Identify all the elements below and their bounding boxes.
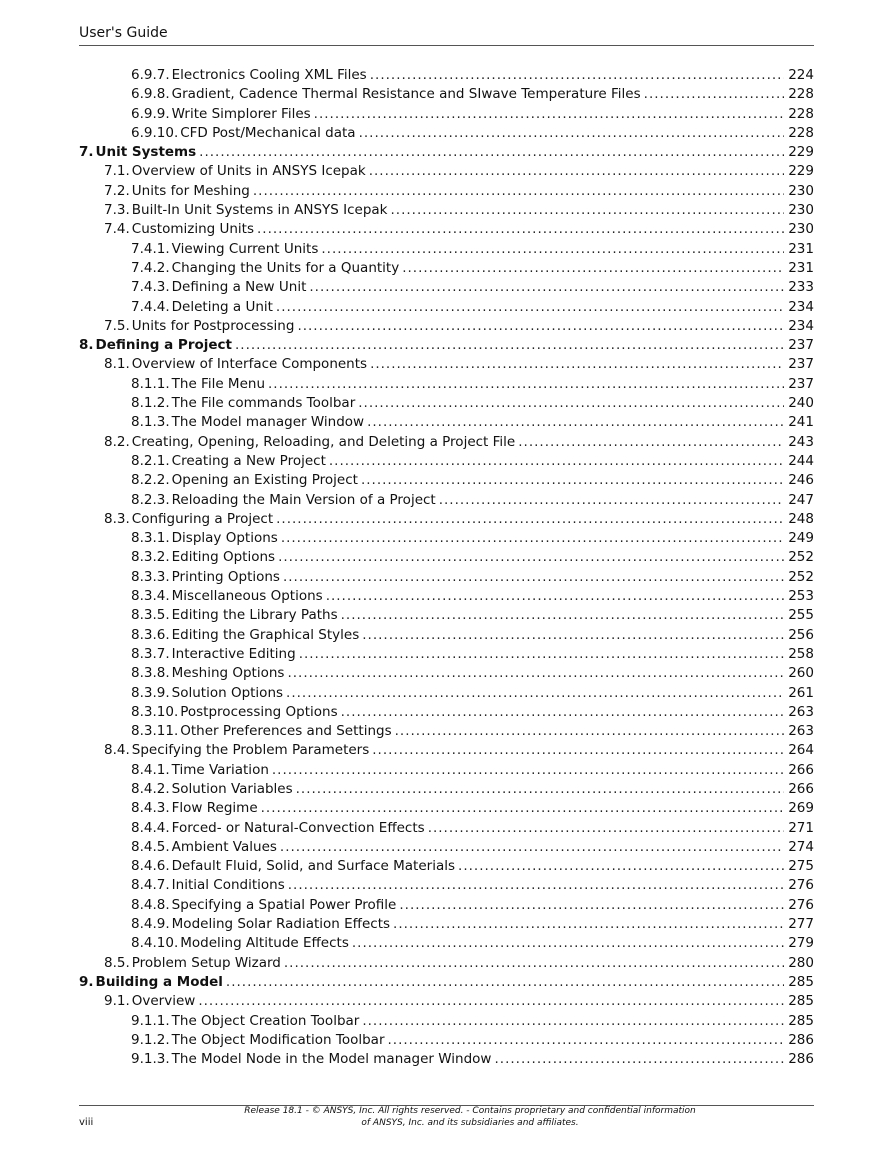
toc-entry[interactable] <box>79 66 814 85</box>
toc-entry-number: 8.4.4. <box>131 819 170 836</box>
toc-dot-leader <box>198 992 784 1011</box>
toc-dot-leader <box>439 491 785 510</box>
toc-dot-leader <box>283 568 784 587</box>
footer-copyright <box>200 1106 740 1129</box>
toc-entry-title[interactable]: Modeling Altitude Effects <box>180 935 349 952</box>
toc-entry-number: 8.4.8. <box>131 896 170 913</box>
toc-entry[interactable] <box>79 664 814 683</box>
toc-entry-page[interactable]: 240 <box>788 395 814 412</box>
toc-entry-number: 9.1.1. <box>131 1012 170 1029</box>
toc-dot-leader <box>494 1050 784 1069</box>
toc-dot-leader <box>367 413 784 432</box>
toc-entry[interactable] <box>79 182 814 201</box>
toc-entry-title[interactable]: CFD Post/Mechanical data <box>180 124 356 141</box>
toc-entry-number: 8.4.6. <box>131 858 170 875</box>
toc-entry-title[interactable]: Modeling Solar Radiation Effects <box>171 916 391 933</box>
toc-entry-page[interactable]: 237 <box>788 375 814 392</box>
toc-entry-page[interactable]: 244 <box>788 452 814 469</box>
toc-entry-title[interactable]: Units for Meshing <box>131 182 250 199</box>
toc-entry[interactable] <box>79 278 814 297</box>
toc-entry-title[interactable]: Electronics Cooling XML Files <box>171 67 367 83</box>
toc-entry-title[interactable]: The File commands Toolbar <box>171 395 356 412</box>
toc-entry-number: 7.4.1. <box>131 240 170 257</box>
running-header: User's Guide <box>79 25 168 41</box>
toc-dot-leader <box>341 606 785 625</box>
toc-entry[interactable] <box>79 491 814 510</box>
toc-entry-title[interactable]: Miscellaneous Options <box>171 588 323 605</box>
toc-entry-number: 7.5. <box>104 317 130 334</box>
toc-dot-leader <box>352 934 784 953</box>
toc-entry[interactable] <box>79 529 814 548</box>
toc-entry-title[interactable]: Write Simplorer Files <box>171 105 311 122</box>
toc-entry-title[interactable]: Default Fluid, Solid, and Surface Materials <box>171 858 456 875</box>
toc-entry-page[interactable]: 237 <box>788 337 814 354</box>
toc-entry[interactable] <box>79 510 814 529</box>
toc-entry-title[interactable]: Forced- or Natural-Convection Effects <box>171 819 425 836</box>
toc-dot-leader <box>268 375 784 394</box>
toc-entry[interactable] <box>79 317 814 336</box>
toc-entry-page[interactable]: 269 <box>788 800 814 817</box>
toc-entry-page[interactable]: 228 <box>788 105 814 122</box>
toc-entry-page[interactable]: 246 <box>788 472 814 489</box>
toc-entry-page[interactable]: 258 <box>788 645 814 662</box>
toc-entry-title[interactable]: Gradient, Cadence Thermal Resistance and SIwave Temperature Files <box>171 86 641 103</box>
footer-line-1: Release 18.1 - © ANSYS, Inc. All rights reserved. - Contains proprietary and confidential information <box>244 1106 696 1116</box>
toc-entry[interactable] <box>79 761 814 780</box>
toc-dot-leader <box>358 394 784 413</box>
toc-entry-page[interactable]: 279 <box>788 935 814 952</box>
toc-entry-page[interactable]: 280 <box>788 954 814 971</box>
toc-entry-title[interactable]: Editing Options <box>171 549 276 566</box>
toc-entry-page[interactable]: 255 <box>788 607 814 624</box>
toc-entry-page[interactable]: 276 <box>788 877 814 894</box>
toc-entry-number: 8.3.7. <box>131 645 170 662</box>
toc-entry-page[interactable]: 230 <box>788 182 814 199</box>
toc-entry[interactable] <box>79 876 814 895</box>
toc-entry[interactable] <box>79 741 814 760</box>
toc-entry-number: 8.3.11. <box>131 723 179 740</box>
toc-entry-page[interactable]: 224 <box>788 67 814 83</box>
toc-entry-number: 8.1.1. <box>131 375 170 392</box>
toc-entry-title[interactable]: Reloading the Main Version of a Project <box>171 491 436 508</box>
toc-entry-number: 8.2.2. <box>131 472 170 489</box>
toc-dot-leader <box>309 278 784 297</box>
toc-entry-number: 7. <box>79 144 94 161</box>
toc-dot-leader <box>297 317 784 336</box>
toc-entry-title[interactable]: Overview <box>131 993 196 1010</box>
toc-dot-leader <box>299 645 785 664</box>
toc-entry-page[interactable]: 230 <box>788 202 814 219</box>
toc-entry[interactable] <box>79 819 814 838</box>
toc-entry-page[interactable]: 253 <box>788 588 814 605</box>
toc-dot-leader <box>399 896 784 915</box>
toc-entry-number: 8.4.5. <box>131 838 170 855</box>
toc-entry-number: 7.1. <box>104 163 130 180</box>
toc-entry-page[interactable]: 234 <box>788 298 814 315</box>
toc-dot-leader <box>369 162 785 181</box>
toc-entry-number: 8.4.2. <box>131 780 170 797</box>
toc-entry[interactable] <box>79 452 814 471</box>
toc-entry-title[interactable]: Viewing Current Units <box>171 240 319 257</box>
toc-entry-title[interactable]: Opening an Existing Project <box>171 472 358 489</box>
toc-entry-page[interactable]: 261 <box>788 684 814 701</box>
toc-entry-page[interactable]: 277 <box>788 916 814 933</box>
toc-dot-leader <box>361 471 784 490</box>
toc-entry[interactable] <box>79 1031 814 1050</box>
toc-entry-page[interactable]: 285 <box>788 993 814 1010</box>
toc-dot-leader <box>329 452 784 471</box>
toc-entry-number: 8.3.9. <box>131 684 170 701</box>
toc-entry-page[interactable]: 266 <box>788 780 814 797</box>
toc-entry-page[interactable]: 243 <box>788 433 814 450</box>
toc-entry-number: 7.2. <box>104 182 130 199</box>
toc-entry[interactable] <box>79 394 814 413</box>
toc-entry-number: 8.3.10. <box>131 703 179 720</box>
toc-entry[interactable] <box>79 857 814 876</box>
toc-entry-number: 6.9.10. <box>131 124 179 141</box>
toc-dot-leader <box>362 1012 784 1031</box>
toc-entry-page[interactable]: 252 <box>788 549 814 566</box>
toc-entry-title[interactable]: Deleting a Unit <box>171 298 273 315</box>
toc-entry-number: 8.4.3. <box>131 800 170 817</box>
toc-entry-title[interactable]: Editing the Library Paths <box>171 607 338 624</box>
toc-entry[interactable] <box>79 259 814 278</box>
toc-entry[interactable] <box>79 336 814 355</box>
page-number: viii <box>79 1117 94 1128</box>
toc-entry-number: 7.4.2. <box>131 259 170 276</box>
toc-entry-title[interactable]: Changing the Units for a Quantity <box>171 259 400 276</box>
toc-entry[interactable] <box>79 105 814 124</box>
toc-entry-page[interactable]: 256 <box>788 626 814 643</box>
toc-entry-title[interactable]: Meshing Options <box>171 665 285 682</box>
toc-entry[interactable] <box>79 684 814 703</box>
toc-entry-number: 8.3.5. <box>131 607 170 624</box>
toc-entry[interactable] <box>79 722 814 741</box>
toc-entry[interactable] <box>79 934 814 953</box>
toc-entry-number: 7.4.4. <box>131 298 170 315</box>
toc-entry[interactable] <box>79 298 814 317</box>
toc-dot-leader <box>370 355 784 374</box>
toc-dot-leader <box>372 741 784 760</box>
toc-entry[interactable] <box>79 799 814 818</box>
toc-entry-page[interactable]: 233 <box>788 279 814 296</box>
toc-entry-number: 8.4. <box>104 742 130 759</box>
toc-entry-title[interactable]: Units for Postprocessing <box>131 317 295 334</box>
toc-entry-title[interactable]: Creating a New Project <box>171 452 326 469</box>
toc-entry[interactable] <box>79 355 814 374</box>
toc-entry[interactable] <box>79 85 814 104</box>
toc-entry[interactable] <box>79 896 814 915</box>
toc-dot-leader <box>362 626 784 645</box>
toc-entry-number: 9.1.2. <box>131 1031 170 1048</box>
toc-dot-leader <box>359 124 785 143</box>
table-of-contents <box>79 66 814 1069</box>
toc-entry-number: 7.4.3. <box>131 279 170 296</box>
toc-entry-title[interactable]: Other Preferences and Settings <box>180 723 392 740</box>
toc-dot-leader <box>261 799 785 818</box>
toc-entry[interactable] <box>79 954 814 973</box>
toc-dot-leader <box>276 298 784 317</box>
toc-entry[interactable] <box>79 973 814 992</box>
toc-dot-leader <box>235 336 784 355</box>
toc-entry-number: 7.4. <box>104 221 130 238</box>
toc-entry-number: 6.9.9. <box>131 105 170 122</box>
toc-entry-page[interactable]: 228 <box>788 86 814 103</box>
toc-entry-page[interactable]: 229 <box>788 163 814 180</box>
toc-entry[interactable] <box>79 124 814 143</box>
toc-dot-leader <box>326 587 785 606</box>
toc-entry-page[interactable]: 247 <box>788 491 814 508</box>
toc-entry[interactable] <box>79 838 814 857</box>
toc-entry-number: 8.2.3. <box>131 491 170 508</box>
toc-dot-leader <box>281 529 784 548</box>
toc-entry-number: 9. <box>79 973 94 990</box>
toc-entry-page[interactable]: 231 <box>788 240 814 257</box>
toc-entry-page[interactable]: 234 <box>788 317 814 334</box>
toc-entry-page[interactable]: 286 <box>788 1031 814 1048</box>
toc-entry-title[interactable]: Display Options <box>171 530 278 547</box>
toc-entry-title[interactable]: Creating, Opening, Reloading, and Deleting a Project File <box>131 433 516 450</box>
toc-entry-number: 8.3.3. <box>131 568 170 585</box>
toc-entry-title[interactable]: Specifying the Problem Parameters <box>131 742 370 759</box>
toc-dot-leader <box>288 876 784 895</box>
toc-entry[interactable] <box>79 201 814 220</box>
footer-line-2: of ANSYS, Inc. and its subsidiaries and affiliates. <box>361 1117 579 1128</box>
toc-entry-title[interactable]: Editing the Graphical Styles <box>171 626 360 643</box>
toc-entry-page[interactable]: 275 <box>788 858 814 875</box>
toc-entry-number: 8.2. <box>104 433 130 450</box>
toc-entry-title[interactable]: Solution Variables <box>171 780 293 797</box>
toc-entry[interactable] <box>79 375 814 394</box>
toc-dot-leader <box>287 664 784 683</box>
toc-entry[interactable] <box>79 413 814 432</box>
toc-dot-leader <box>395 722 785 741</box>
toc-entry-page[interactable]: 260 <box>788 665 814 682</box>
toc-dot-leader <box>458 857 784 876</box>
toc-entry-number: 8.1. <box>104 356 130 373</box>
toc-entry-number: 9.1. <box>104 993 130 1010</box>
toc-entry-title[interactable]: Solution Options <box>171 684 284 701</box>
toc-entry-page[interactable]: 285 <box>788 973 814 990</box>
toc-entry-title[interactable]: Defining a Project <box>95 337 232 354</box>
toc-entry[interactable] <box>79 240 814 259</box>
toc-entry-page[interactable]: 264 <box>788 742 814 759</box>
toc-entry-page[interactable]: 230 <box>788 221 814 238</box>
toc-dot-leader <box>321 240 784 259</box>
toc-entry[interactable] <box>79 433 814 452</box>
toc-entry-number: 8.4.10. <box>131 935 179 952</box>
toc-entry-title[interactable]: Printing Options <box>171 568 280 585</box>
toc-dot-leader <box>393 915 784 934</box>
toc-dot-leader <box>296 780 785 799</box>
toc-entry-number: 8.3.6. <box>131 626 170 643</box>
toc-dot-leader <box>391 201 785 220</box>
toc-entry-title[interactable]: The Object Creation Toolbar <box>171 1012 360 1029</box>
toc-entry-title[interactable]: Built-In Unit Systems in ANSYS Icepak <box>131 202 388 219</box>
toc-entry-number: 8.4.7. <box>131 877 170 894</box>
toc-entry-title[interactable]: Customizing Units <box>131 221 255 238</box>
toc-dot-leader <box>286 684 784 703</box>
toc-entry[interactable] <box>79 1050 814 1069</box>
toc-entry-page[interactable]: 285 <box>788 1012 814 1029</box>
toc-entry-title[interactable]: Defining a New Unit <box>171 279 307 296</box>
toc-entry-number: 8.3.2. <box>131 549 170 566</box>
toc-entry-number: 8.4.9. <box>131 916 170 933</box>
toc-dot-leader <box>388 1031 785 1050</box>
toc-dot-leader <box>226 973 784 992</box>
toc-entry-title[interactable]: Overview of Interface Components <box>131 356 368 373</box>
toc-dot-leader <box>257 220 784 239</box>
toc-dot-leader <box>370 66 784 85</box>
toc-entry-title[interactable]: Interactive Editing <box>171 645 296 662</box>
toc-entry-number: 7.3. <box>104 202 130 219</box>
toc-entry-title[interactable]: Ambient Values <box>171 838 277 855</box>
toc-dot-leader <box>341 703 785 722</box>
toc-entry-page[interactable]: 274 <box>788 838 814 855</box>
toc-dot-leader <box>280 838 784 857</box>
toc-entry[interactable] <box>79 568 814 587</box>
toc-entry[interactable] <box>79 703 814 722</box>
toc-entry-page[interactable]: 228 <box>788 124 814 141</box>
toc-entry-number: 8.3.8. <box>131 665 170 682</box>
toc-entry-page[interactable]: 276 <box>788 896 814 913</box>
toc-dot-leader <box>253 182 784 201</box>
toc-entry[interactable] <box>79 626 814 645</box>
header-divider <box>79 45 814 46</box>
toc-entry-number: 8.3.4. <box>131 588 170 605</box>
toc-dot-leader <box>272 761 784 780</box>
toc-entry-number: 9.1.3. <box>131 1051 170 1068</box>
toc-entry[interactable] <box>79 220 814 239</box>
toc-entry-number: 8. <box>79 337 94 354</box>
toc-entry[interactable] <box>79 915 814 934</box>
toc-entry-page[interactable]: 231 <box>788 259 814 276</box>
toc-entry-title[interactable]: Building a Model <box>95 973 223 990</box>
toc-entry-number: 8.1.2. <box>131 395 170 412</box>
toc-entry[interactable] <box>79 780 814 799</box>
toc-entry-page[interactable]: 263 <box>788 703 814 720</box>
toc-entry-title[interactable]: The Model Node in the Model manager Window <box>171 1051 492 1068</box>
toc-entry-title[interactable]: Initial Conditions <box>171 877 285 894</box>
toc-dot-leader <box>518 433 784 452</box>
toc-entry[interactable] <box>79 1012 814 1031</box>
toc-entry[interactable] <box>79 645 814 664</box>
toc-entry-number: 8.5. <box>104 954 130 971</box>
toc-entry-page[interactable]: 249 <box>788 530 814 547</box>
toc-entry-title[interactable]: Flow Regime <box>171 800 258 817</box>
toc-entry-title[interactable]: The Object Modification Toolbar <box>171 1031 385 1048</box>
toc-entry-title[interactable]: Time Variation <box>171 761 269 778</box>
toc-entry-title[interactable]: Problem Setup Wizard <box>131 954 281 971</box>
toc-dot-leader <box>278 548 784 567</box>
toc-entry[interactable] <box>79 606 814 625</box>
toc-entry-title[interactable]: The Model manager Window <box>171 414 365 431</box>
toc-entry-number: 8.3. <box>104 510 130 527</box>
toc-entry-title[interactable]: Specifying a Spatial Power Profile <box>171 896 397 913</box>
toc-entry-page[interactable]: 286 <box>788 1051 814 1068</box>
toc-entry-number: 6.9.7. <box>131 67 170 83</box>
toc-dot-leader <box>199 143 784 162</box>
toc-entry-page[interactable]: 248 <box>788 510 814 527</box>
toc-dot-leader <box>314 105 785 124</box>
toc-entry-page[interactable]: 266 <box>788 761 814 778</box>
toc-entry[interactable] <box>79 992 814 1011</box>
toc-entry[interactable] <box>79 162 814 181</box>
toc-entry-title[interactable]: Configuring a Project <box>131 510 274 527</box>
toc-dot-leader <box>284 954 784 973</box>
toc-entry[interactable] <box>79 471 814 490</box>
toc-entry-page[interactable]: 241 <box>788 414 814 431</box>
toc-dot-leader <box>402 259 784 278</box>
toc-entry-title[interactable]: Postprocessing Options <box>180 703 338 720</box>
toc-entry-number: 8.2.1. <box>131 452 170 469</box>
toc-entry-title[interactable]: Overview of Units in ANSYS Icepak <box>131 163 366 180</box>
toc-entry-number: 8.4.1. <box>131 761 170 778</box>
toc-entry-number: 8.1.3. <box>131 414 170 431</box>
toc-entry-number: 6.9.8. <box>131 86 170 103</box>
toc-entry[interactable] <box>79 143 814 162</box>
toc-dot-leader <box>644 85 785 104</box>
toc-entry-page[interactable]: 271 <box>788 819 814 836</box>
toc-entry-page[interactable]: 252 <box>788 568 814 585</box>
toc-entry[interactable] <box>79 587 814 606</box>
toc-entry[interactable] <box>79 548 814 567</box>
toc-entry-page[interactable]: 263 <box>788 723 814 740</box>
toc-entry-title[interactable]: The File Menu <box>171 375 266 392</box>
toc-entry-page[interactable]: 237 <box>788 356 814 373</box>
toc-entry-page[interactable]: 229 <box>788 144 814 161</box>
toc-entry-number: 8.3.1. <box>131 530 170 547</box>
toc-dot-leader <box>428 819 785 838</box>
toc-entry-title[interactable]: Unit Systems <box>95 144 197 161</box>
toc-dot-leader <box>276 510 784 529</box>
